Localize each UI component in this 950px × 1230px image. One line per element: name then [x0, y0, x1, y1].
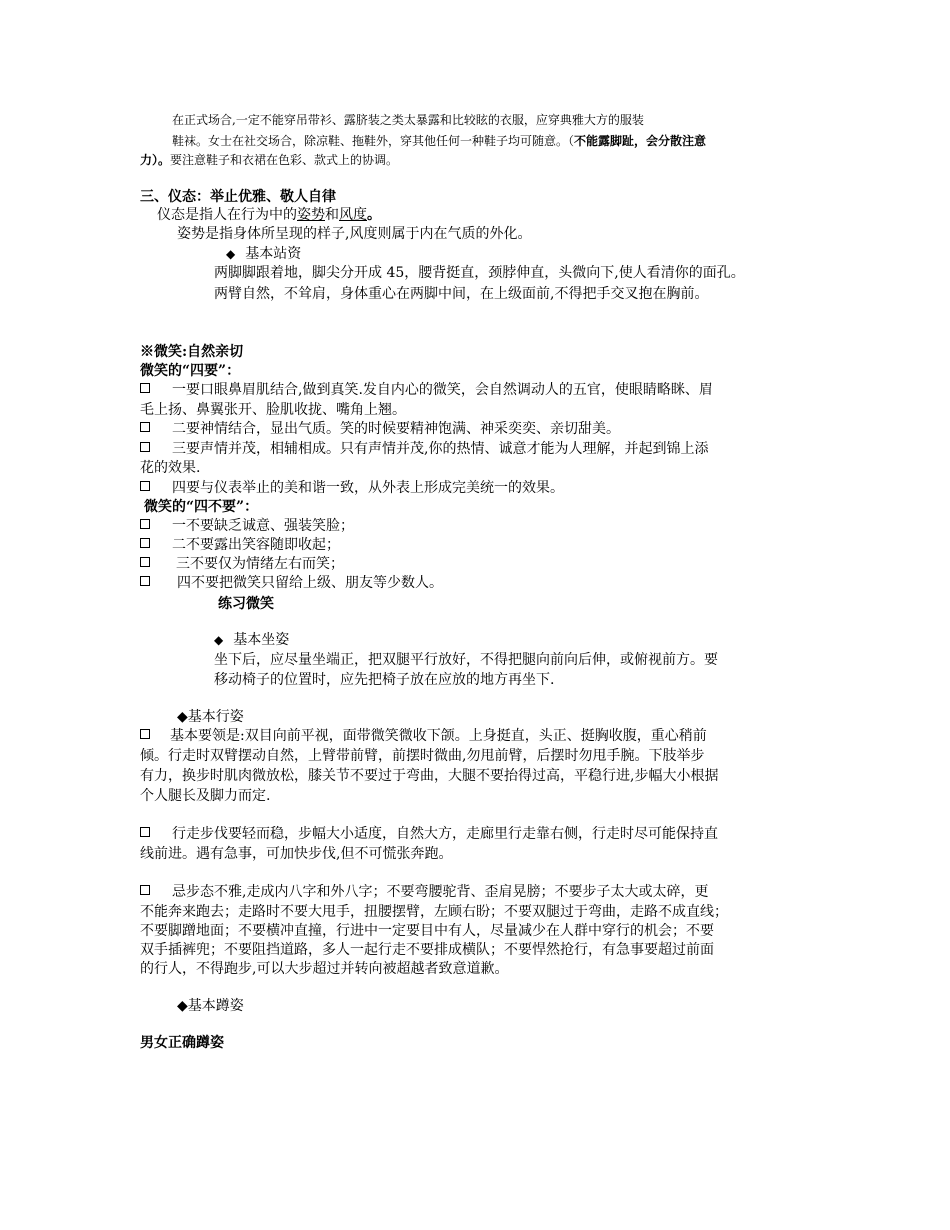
top-line-2-bold: 不能露脚趾，会分散注意	[574, 134, 707, 148]
dont-item-2-text: 二不要露出笑容随即收起；	[172, 537, 340, 553]
intro-end: 。	[367, 207, 381, 223]
dont-item-4-text: 四不要把微笑只留给上级、朋友等少数人。	[177, 575, 443, 591]
checkbox-icon	[140, 557, 150, 567]
checkbox-icon	[140, 538, 150, 548]
intro-posture: 姿势	[297, 207, 325, 223]
four-do-title: 微笑的“四要”：	[140, 363, 241, 379]
section-3-definition: 姿势是指身体所呈现的样子,风度则属于内在气质的外化。	[177, 226, 532, 242]
diamond-bullet-icon: ◆	[226, 247, 236, 261]
walk-p2-line-1-text: 行走步伐要轻而稳，步幅大小适度，自然大方，走廊里行走靠右侧，行走时尽可能保持直	[172, 826, 718, 842]
sit-title: 基本坐姿	[233, 632, 290, 648]
stand-line-1: 两脚脚跟着地，脚尖分开成 45，腰背挺直，颈脖伸直，头微向下,使人看清你的面孔。	[214, 265, 745, 281]
do-item-1-text: 一要口眼鼻眉肌结合,做到真笑.发自内心的微笑，会自然调动人的五官，使眼睛略眯、眉	[172, 382, 713, 398]
section-3-heading: 三、仪态：举止优雅、敬人自律	[140, 189, 336, 205]
dont-item-1	[140, 519, 354, 533]
do-item-1	[140, 383, 713, 397]
intro-manner: 风度	[339, 207, 367, 223]
walk-p3-line-3: 不要脚蹭地面；不要横冲直撞，行进中一定要目中有人，尽量减少在人群中穿行的机会；不要	[140, 923, 714, 939]
checkbox-icon	[140, 827, 150, 837]
walk-p1-line-4: 个人腿长及脚力而定.	[140, 788, 271, 804]
walk-p1-line-1	[140, 729, 707, 743]
top-line-1: 在正式场合,一定不能穿吊带衫、露脐装之类太暴露和比较眩的衣服，应穿典雅大方的服装	[172, 113, 644, 127]
dont-item-1-text: 一不要缺乏诚意、强装笑脸；	[172, 518, 354, 534]
walk-p3-line-5: 的行人，不得跑步,可以大步超过并转向被超越者致意道歉。	[140, 961, 509, 977]
squat-title: ◆基本蹲姿	[177, 998, 244, 1014]
walk-title: ◆基本行姿	[177, 709, 244, 725]
dont-item-2	[140, 538, 340, 552]
do-item-3-cont: 花的效果.	[140, 460, 201, 476]
four-dont-title: 微笑的“四不要”：	[144, 499, 259, 515]
dont-item-3	[140, 557, 344, 571]
checkbox-icon	[140, 519, 150, 529]
top-line-3-text: 要注意鞋子和衣裙在色彩、款式上的协调。	[170, 153, 399, 167]
checkbox-icon	[140, 383, 150, 393]
diamond-bullet-icon: ◆	[214, 633, 224, 647]
checkbox-icon	[140, 422, 150, 432]
squat-heading: 男女正确蹲姿	[140, 1035, 224, 1051]
checkbox-icon	[140, 729, 150, 739]
do-item-2-text: 二要神情结合，显出气质。笑的时候要精神饱满、神采奕奕、亲切甜美。	[172, 421, 620, 437]
walk-p3-line-4: 双手插裤兜；不要阻挡道路，多人一起行走不要排成横队；不要悍然抢行，有急事要超过前面	[140, 942, 714, 958]
section-3-intro	[157, 208, 381, 222]
walk-p2-line-2: 线前进。遇有急事，可加快步伐,但不可慌张奔跑。	[140, 846, 453, 862]
sit-title-line	[214, 633, 289, 647]
walk-p3-line-1	[140, 885, 708, 899]
do-item-3-text: 三要声情并茂，相辅相成。只有声情并茂,你的热情、诚意才能为人理解，并起到锦上添	[172, 441, 709, 457]
smile-heading: ※微笑:自然亲切	[140, 344, 244, 360]
dont-item-4	[140, 576, 443, 590]
practice-smile: 练习微笑	[218, 596, 274, 612]
stand-line-2: 两臂自然，不耸肩，身体重心在两脚中间，在上级面前,不得把手交叉抱在胸前。	[214, 286, 709, 302]
intro-and: 和	[325, 207, 339, 223]
do-item-1-cont: 毛上扬、鼻翼张开、脸肌收拢、嘴角上翘。	[140, 402, 406, 418]
walk-p1-line-1-text: 基本要领是:双目向前平视，面带微笑微收下颌。上身挺直，头正、挺胸收腹，重心稍前	[170, 728, 707, 744]
top-line-3	[140, 154, 398, 166]
do-item-2	[140, 422, 620, 436]
stand-title-line	[226, 247, 301, 261]
dont-item-3-text: 三不要仅为情绪左右而笑；	[176, 556, 344, 572]
sit-line-2: 移动椅子的位置时，应先把椅子放在应放的地方再坐下.	[214, 672, 555, 688]
checkbox-icon	[140, 576, 150, 586]
walk-p1-line-2: 倾。行走时双臂摆动自然，上臂带前臂，前摆时微曲,勿甩前臂，后摆时勿甩手腕。下肢举步	[140, 748, 705, 764]
walk-p3-line-1-text: 忌步态不雅,走成内八字和外八字；不要弯腰驼背、歪肩晃膀；不要步子太大或太碎，更	[172, 884, 709, 900]
walk-p3-line-2: 不能奔来跑去；走路时不要大甩手，扭腰摆臂，左顾右盼；不要双腿过于弯曲，走路不成直线；	[140, 904, 728, 920]
sit-line-1: 坐下后，应尽量坐端正，把双腿平行放好，不得把腿向前向后伸，或俯视前方。要	[214, 652, 718, 668]
intro-text: 仪态是指人在行为中的	[157, 207, 297, 223]
stand-title: 基本站资	[245, 246, 302, 262]
top-line-3-bold: 力）。	[140, 153, 171, 167]
top-line-2	[172, 135, 706, 147]
checkbox-icon	[140, 442, 150, 452]
do-item-4-text: 四要与仪表举止的美和谐一致，从外表上形成完美统一的效果。	[172, 480, 564, 496]
walk-p2-line-1	[140, 827, 718, 841]
do-item-4	[140, 481, 564, 495]
checkbox-icon	[140, 885, 150, 895]
do-item-3	[140, 442, 708, 456]
top-line-2-text: 鞋袜。女士在社交场合，除凉鞋、拖鞋外，穿其他任何一种鞋子均可随意。（	[172, 134, 575, 148]
checkbox-icon	[140, 481, 150, 491]
walk-p1-line-3: 有力，换步时肌肉微放松，膝关节不要过于弯曲，大腿不要抬得过高，平稳行进,步幅大小根据	[140, 768, 719, 784]
